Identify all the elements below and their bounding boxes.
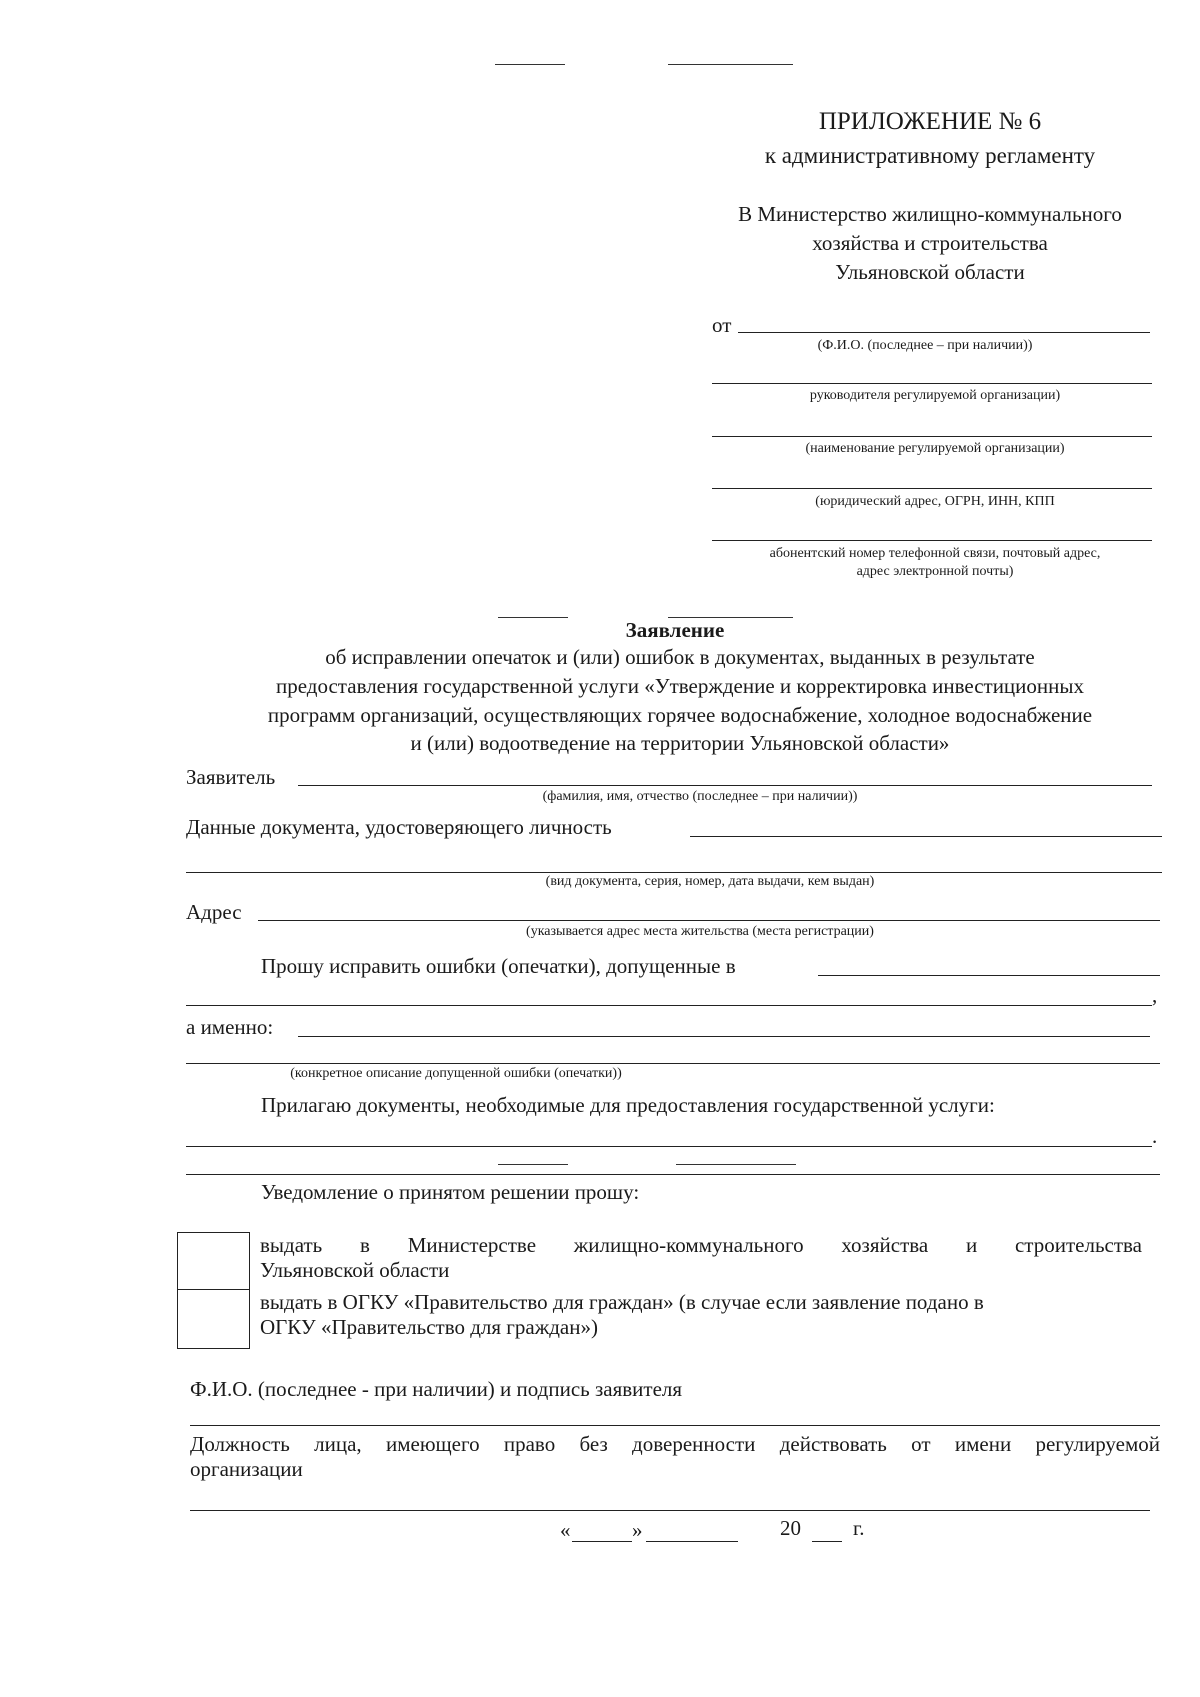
document-heading: Заявление [625,618,725,642]
namely-input-line-2[interactable] [186,1063,1160,1064]
option-ministry-checkbox[interactable] [177,1232,250,1290]
option-government-label [260,1290,1142,1340]
legal-line[interactable] [712,488,1152,489]
id-doc-input-line-2[interactable] [186,872,1162,873]
namely-input-line[interactable] [298,1036,1150,1037]
option-government-checkbox[interactable] [177,1289,250,1349]
addressee-line: хозяйства и строительства [812,231,1048,255]
head-hint: руководителя регулируемой организации) [809,388,1061,403]
org-name-hint: (наименование регулируемой организации) [805,441,1065,456]
appendix-title: ПРИЛОЖЕНИЕ № 6 [818,108,1042,135]
appendix-subtitle: к административному регламенту [764,143,1096,168]
applicant-input-line[interactable] [298,785,1152,786]
position-line1: Должность лица, имеющего право без доверенности действовать от имени регулируемой [190,1432,1160,1456]
contacts-line[interactable] [712,540,1152,541]
date-year-line[interactable] [812,1541,842,1542]
period: . [1152,1124,1158,1148]
comma: , [1152,983,1158,1007]
id-doc-label: Данные документа, удостоверяющего личность [186,815,612,839]
date-month-line[interactable] [646,1541,738,1542]
fio-line[interactable] [738,332,1150,333]
id-doc-hint: (вид документа, серия, номер, дата выдачи, кем выдан) [545,874,875,889]
correct-request-input-line-2[interactable] [186,1005,1152,1006]
addressee-line: В Министерство жилищно-коммунального [738,202,1122,226]
head-line[interactable] [712,383,1152,384]
from-prefix: от [712,313,732,337]
address-input-line[interactable] [258,920,1160,921]
document-subject-line: программ организаций, осуществляющих горячее водоснабжение, холодное водоснабжение [267,703,1093,727]
scan-artifact [676,1164,796,1165]
option-ministry-label [260,1233,1142,1283]
attach-input-line-2[interactable] [186,1174,1160,1175]
date-year-suffix: г. [853,1516,865,1540]
notification-label: Уведомление о принятом решении прошу: [261,1180,640,1204]
document-subject-line: об исправлении опечаток и (или) ошибок в документах, выданных в результате [325,645,1035,669]
applicant-label: Заявитель [186,765,276,789]
scan-artifact [498,1164,568,1165]
addressee-line: Ульяновской области [835,260,1025,284]
option-government-line1: выдать в ОГКУ «Правительство для граждан» (в случае если заявление подано в [260,1290,984,1314]
namely-hint: (конкретное описание допущенной ошибки (опечатки)) [290,1066,622,1081]
correct-request-input-line[interactable] [818,975,1160,976]
date-year-prefix: 20 [780,1516,801,1540]
option-ministry-line1: выдать в Министерстве жилищно-коммунального хозяйства и строительства [260,1233,1142,1257]
date-close-quote: » [632,1518,643,1542]
position-label [190,1432,1160,1482]
position-input-line[interactable] [190,1510,1150,1511]
option-ministry-line2: Ульяновской области [260,1258,450,1282]
address-label: Адрес [186,900,242,924]
org-name-line[interactable] [712,436,1152,437]
fio-signature-label: Ф.И.О. (последнее - при наличии) и подпись заявителя [190,1377,683,1401]
contacts-hint: абонентский номер телефонной связи, почтовый адрес, [769,546,1101,561]
scan-artifact [495,64,565,65]
address-hint: (указывается адрес места жительства (места регистрации) [526,924,874,939]
date-day-line[interactable] [572,1541,632,1542]
applicant-hint: (фамилия, имя, отчество (последнее – при наличии)) [542,789,858,804]
option-government-line2: ОГКУ «Правительство для граждан») [260,1315,598,1339]
position-line2: организации [190,1457,303,1481]
attach-input-line[interactable] [186,1146,1152,1147]
fio-signature-line[interactable] [190,1425,1160,1426]
date-open-quote: « [560,1518,571,1542]
contacts-hint: адрес электронной почты) [856,564,1014,579]
document-subject-line: и (или) водоотведение на территории Ульяновской области» [410,731,950,755]
attach-label: Прилагаю документы, необходимые для предоставления государственной услуги: [261,1093,995,1117]
fio-hint: (Ф.И.О. (последнее – при наличии)) [817,338,1033,353]
scan-artifact [668,64,793,65]
legal-hint: (юридический адрес, ОГРН, ИНН, КПП [815,494,1055,509]
namely-label: а именно: [186,1015,274,1039]
id-doc-input-line[interactable] [690,836,1162,837]
correct-request-label: Прошу исправить ошибки (опечатки), допущенные в [261,954,736,978]
document-subject-line: предоставления государственной услуги «Утверждение и корректировка инвестиционных [276,674,1084,698]
